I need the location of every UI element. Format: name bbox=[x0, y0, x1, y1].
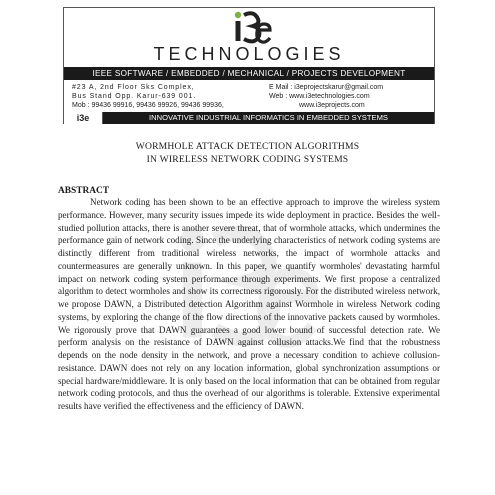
company-logo bbox=[64, 8, 434, 66]
address-line: Bus Stand Opp. Karur-639 001. bbox=[72, 93, 197, 100]
website-link[interactable]: www.i3etechnologies.com bbox=[289, 93, 370, 100]
website-link[interactable]: www.i3eprojects.com bbox=[299, 102, 365, 109]
i3e-logo-icon bbox=[232, 10, 272, 44]
email-address[interactable]: i3eprojectskarur@gmail.com bbox=[294, 84, 384, 91]
logo-wordmark: TECHNOLOGIES bbox=[153, 44, 345, 64]
abstract-heading: ABSTRACT bbox=[58, 186, 110, 196]
email-label: E Mail : bbox=[269, 84, 293, 91]
web-label: Web : bbox=[269, 93, 288, 100]
title-line: IN WIRELESS NETWORK CODING SYSTEMS bbox=[146, 154, 349, 165]
footer-slogan: INNOVATIVE INDUSTRIAL INFORMATICS IN EMBEDDED SYSTEMS bbox=[103, 112, 434, 124]
letterhead bbox=[63, 7, 435, 124]
address-block bbox=[72, 83, 272, 110]
contact-block bbox=[269, 83, 427, 110]
tagline-banner: IEEE SOFTWARE / EMBEDDED / MECHANICAL / PROJECTS DEVELOPMENT bbox=[64, 67, 434, 80]
address-line: #23 A, 2nd Floor Sks Complex, bbox=[72, 84, 195, 91]
abstract-body: Network coding has been shown to be an effective approach to improve the wireless system performance. However, many security issues impede its wide deployment in practice. Besides the well-studied pollution attacks, there is another severe threat, that of wormhole attacks, which undermines the performance gain of network coding. Since the underlying characteristics of network coding systems are distinctly different from traditional wireless networks, the impact of wormhole attacks and countermeasures are generally unknown. In this paper, we quantify wormholes' devastating harmful impact on network coding system performance through experiments. We first propose a centralized algorithm to detect wormholes and show its correctness rigorously. For the distributed wireless network, we propose DAWN, a Distributed detection Algorithm against Wormhole in wireless Network coding systems, by exploring the change of the flow directions of the innovative packets caused by wormholes. We rigorously prove that DAWN guarantees a good lower bound of successful detection rate. We perform analysis on the resistance of DAWN against collusion attacks.We find that the robustness depends on the node density in the network, and prove a necessary condition to achieve collusion-resistance. DAWN does not rely on any location information, global synchronization assumptions or special hardware/middleware. It is only based on the local information that can be obtained from regular network coding protocols, and thus the overhead of our algorithms is tolerable. Extensive experimental results have verified the effectiveness and the efficiency of DAWN. bbox=[58, 197, 440, 411]
document-title bbox=[0, 140, 495, 166]
title-line: WORMHOLE ATTACK DETECTION ALGORITHMS bbox=[135, 141, 360, 152]
mobile-numbers: Mob : 99436 99916, 99436 99926, 99436 99936, bbox=[72, 102, 224, 109]
footer-banner bbox=[64, 112, 434, 124]
mini-logo: i3e bbox=[64, 112, 103, 124]
